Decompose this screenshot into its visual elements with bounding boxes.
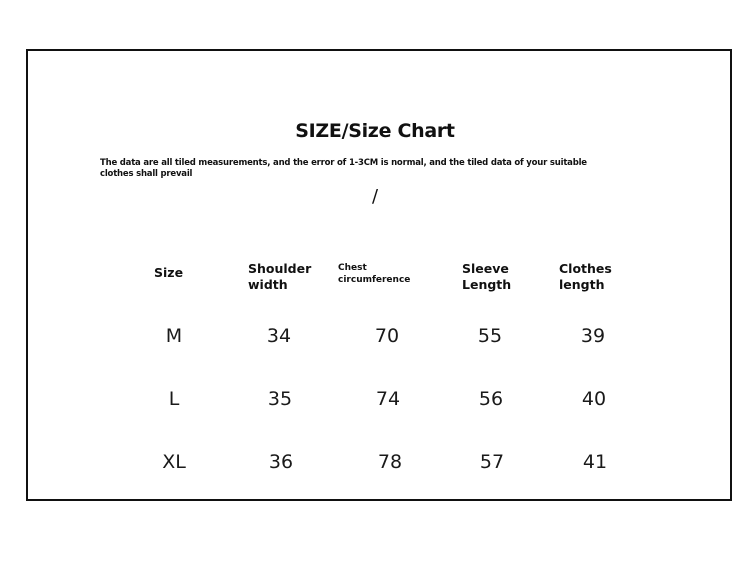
cell-shoulder-m: 34: [266, 325, 292, 347]
cell-chest-xl: 78: [377, 451, 403, 473]
cell-shoulder-xl: 36: [268, 451, 294, 473]
cell-chest-l: 74: [375, 388, 401, 410]
header-size: Size: [154, 265, 184, 280]
cell-size-l: L: [168, 388, 180, 410]
cell-clothes-l: 40: [581, 388, 607, 410]
header-shoulder-width: Shoulder width: [248, 261, 312, 292]
page-title: SIZE/Size Chart: [295, 120, 455, 142]
header-sleeve-length: Sleeve Length: [462, 261, 512, 292]
cell-size-m: M: [165, 325, 183, 347]
cell-chest-m: 70: [374, 325, 400, 347]
cell-size-xl: XL: [162, 451, 186, 473]
cell-clothes-xl: 41: [582, 451, 608, 473]
measurement-note: The data are all tiled measurements, and the error of 1-3CM is normal, and the tiled data of your suitable clothes shall prevail: [100, 158, 587, 179]
cell-shoulder-l: 35: [267, 388, 293, 410]
separator: /: [372, 186, 379, 207]
cell-sleeve-l: 56: [478, 388, 504, 410]
header-clothes-length: Clothes length: [559, 261, 612, 292]
cell-sleeve-xl: 57: [479, 451, 505, 473]
cell-clothes-m: 39: [580, 325, 606, 347]
header-chest-circumference: Chest circumference: [338, 263, 411, 285]
cell-sleeve-m: 55: [477, 325, 503, 347]
